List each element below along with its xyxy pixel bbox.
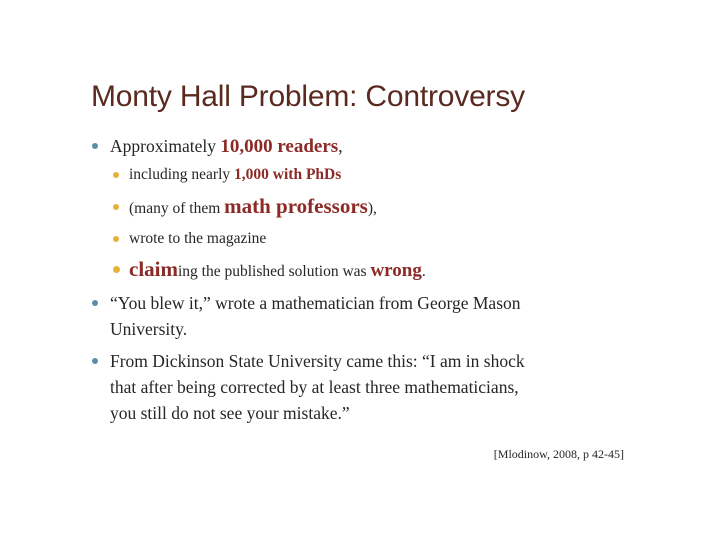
subbullet-claiming-wrong	[129, 258, 426, 283]
quote-line: From Dickinson State University came this: “I am in shock	[110, 351, 525, 371]
subbullet-text-prefix: (many of them	[129, 200, 225, 217]
bullet-dot	[92, 300, 98, 306]
bullet-text-suffix: ,	[338, 136, 343, 156]
subbullet-magazine	[129, 228, 266, 250]
subbullet-dot	[113, 172, 119, 178]
subbullet-text-prefix: including nearly	[129, 166, 235, 183]
subbullet-math-professors	[129, 195, 377, 220]
highlight-claim: claim	[129, 257, 178, 281]
subbullet-text-suffix: ),	[367, 200, 377, 217]
highlight-phds: 1,000 with PhDs	[234, 166, 342, 183]
bullet-text-prefix: Approximately	[110, 136, 221, 156]
subbullet-phds	[129, 164, 341, 186]
bullet-dot	[92, 358, 98, 364]
citation: [Mlodinow, 2008, p 42-45]	[493, 447, 624, 461]
highlight-wrong: wrong	[370, 260, 422, 281]
highlight-readers: 10,000 readers	[220, 136, 339, 157]
subbullet-text-suffix: .	[421, 263, 426, 280]
subbullet-text-middle: ing the published solution was	[177, 263, 371, 280]
quote-line: you still do not see your mistake.”	[110, 403, 350, 423]
quote-line: University.	[110, 319, 188, 339]
subbullet-dot	[113, 204, 119, 210]
subbullet-dot	[113, 266, 120, 273]
highlight-math-professors: math professors	[224, 194, 368, 218]
quote-line: “You blew it,” wrote a mathematician from George Mason	[110, 293, 521, 313]
bullet-dickinson-quote	[110, 348, 525, 426]
bullet-readers	[110, 133, 343, 160]
quote-line: that after being corrected by at least three mathematicians,	[110, 377, 519, 397]
subbullet-dot	[113, 236, 119, 242]
bullet-george-mason-quote	[110, 290, 521, 342]
slide-title: Monty Hall Problem: Controversy	[91, 80, 525, 113]
subbullet-text: wrote to the magazine	[129, 230, 267, 247]
bullet-dot	[92, 143, 98, 149]
